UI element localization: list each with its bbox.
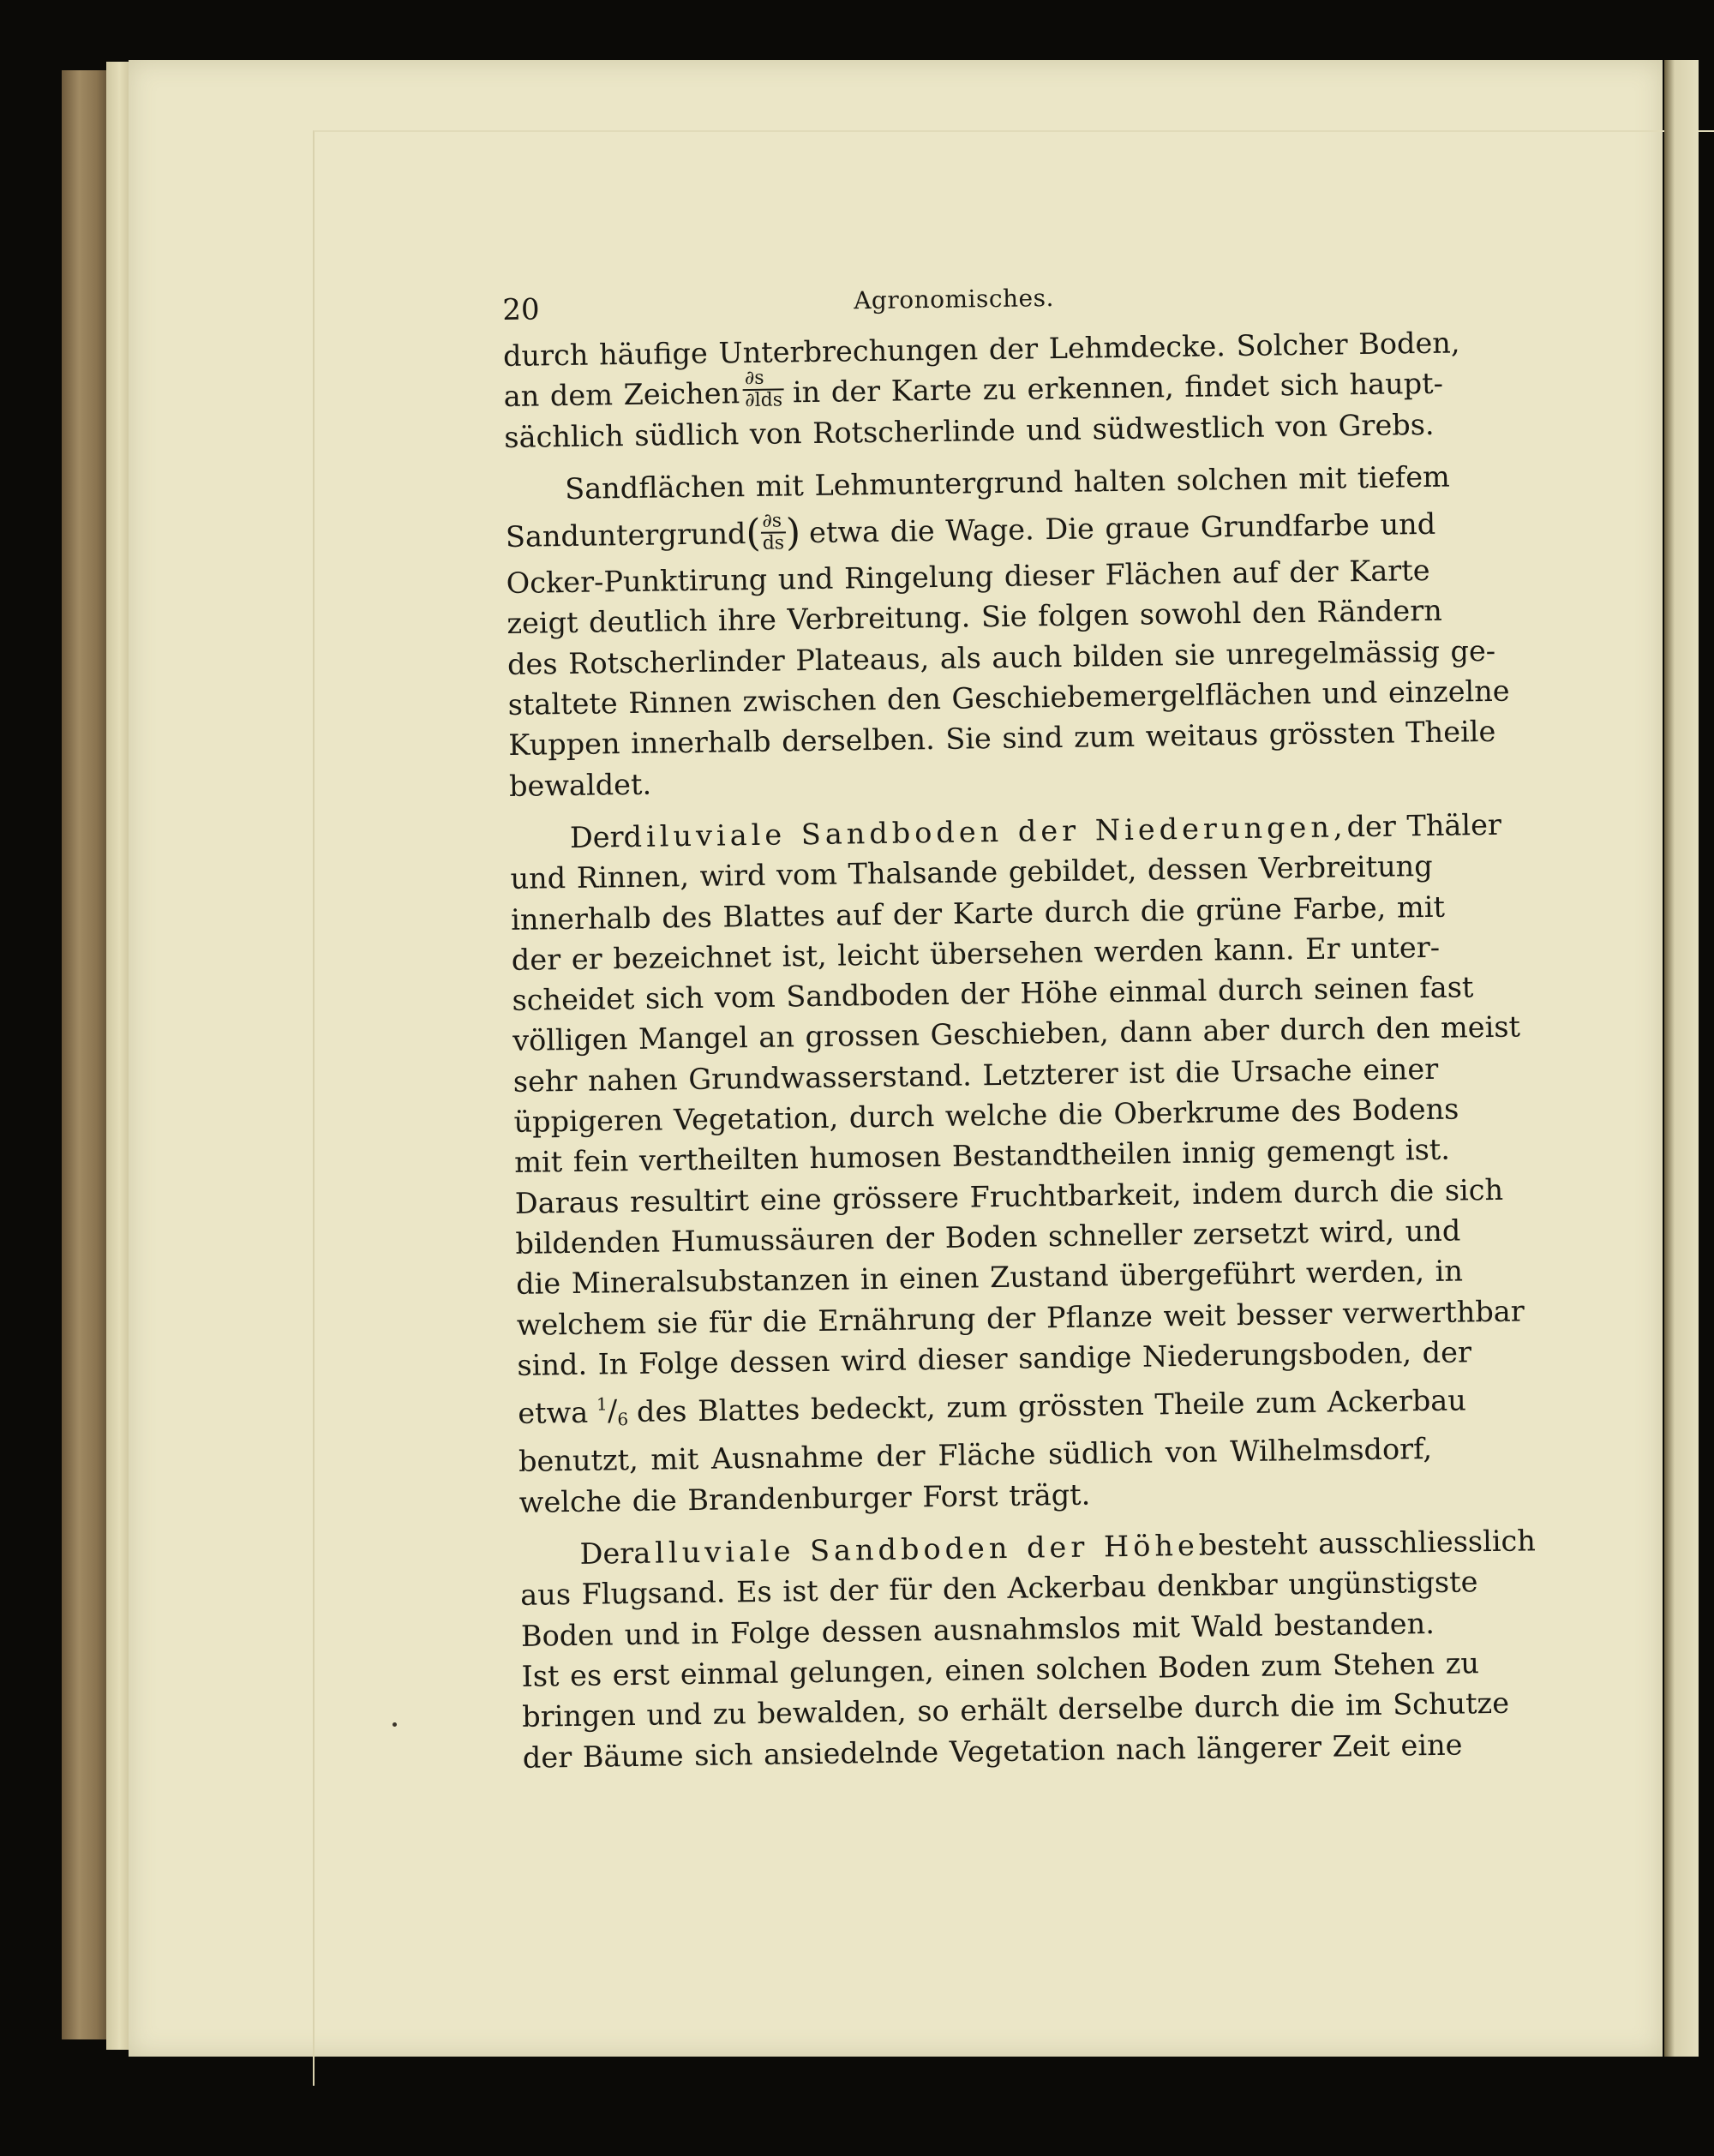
text-line: benutzt, mit Ausnahme der Fläche südlich von Wilhelmsdorf,: [518, 1432, 1433, 1479]
text-line: zeigt deutlich ihre Verbreitung. Sie folgen sowohl den Rändern: [506, 594, 1443, 641]
text-fragment: an dem Zeichen: [503, 376, 740, 414]
running-title: Agronomisches.: [853, 284, 1055, 315]
text-line: bildenden Humussäuren der Boden schneller zersetzt wird, und: [515, 1213, 1461, 1261]
text-fragment: in der Karte zu erkennen, findet sich haupt-: [792, 366, 1444, 410]
spaced-emphasis: alluviale Sandboden der Höhe: [633, 1528, 1200, 1571]
book-binding: [62, 70, 111, 2039]
text-fragment: Sanduntergrund: [505, 516, 746, 554]
text-line: staltete Rinnen zwischen den Geschiebemergelflächen und einzelne: [507, 674, 1510, 722]
open-paren-glyph: (: [746, 511, 761, 555]
text-line: innerhalb des Blattes auf der Karte durch die grüne Farbe, mit: [510, 889, 1446, 937]
text-line: und Rinnen, wird vom Thalsande gebildet, dessen Verbreitung: [510, 849, 1433, 896]
fraction-numerator: ∂s: [760, 512, 786, 534]
paragraph-2: [505, 457, 1510, 806]
paragraph-3: [510, 806, 1525, 1523]
text-line: Kuppen innerhalb derselben. Sie sind zum weitaus grössten Theile: [508, 715, 1496, 763]
text-fragment: der Thäler: [1346, 807, 1502, 844]
paper-speck: [393, 1722, 397, 1727]
text-line: aus Flugsand. Es ist der für den Ackerbau denkbar ungünstigste: [519, 1565, 1478, 1613]
fraction-denominator: ds: [762, 532, 785, 554]
text-line: Sandflächen mit Lehmuntergrund halten solchen mit tiefem: [564, 459, 1451, 506]
text-line: bringen und zu bewalden, so erhält derselbe durch die im Schutze: [521, 1686, 1510, 1734]
text-fragment: Der: [569, 820, 624, 854]
text-line: Boden und in Folge dessen ausnahmslos mit Wald bestanden.: [520, 1606, 1435, 1653]
text-line: der Bäume sich ansiedelnde Vegetation nach längerer Zeit eine: [522, 1728, 1463, 1775]
text-line: durch häufige Unterbrechungen der Lehmdecke. Solcher Boden,: [502, 326, 1460, 373]
text-line: der er bezeichnet ist, leicht übersehen werden kann. Er unter-: [511, 930, 1441, 977]
page-number: 20: [502, 292, 540, 327]
paragraph-4: [519, 1522, 1537, 1778]
text-line: sind. In Folge dessen wird dieser sandige Niederungsboden, der: [517, 1335, 1472, 1382]
text-fragment: des Blattes bedeckt, zum grössten Theile zum Ackerbau: [636, 1383, 1467, 1429]
text-line: sächlich südlich von Rotscherlinde und südwestlich von Grebs.: [504, 407, 1435, 454]
close-paren-glyph: ): [785, 510, 801, 554]
text-fragment: Der: [579, 1536, 634, 1571]
text-line: bewaldet.: [508, 767, 652, 803]
text-fragment: besteht ausschliesslich: [1198, 1524, 1537, 1562]
text-line: des Rotscherlinder Plateaus, als auch bilden sie unregelmässig ge-: [506, 633, 1496, 681]
fraction-numerator: ∂s: [743, 368, 784, 391]
text-line: die Mineralsubstanzen in einen Zustand übergeführt werden, in: [515, 1254, 1464, 1302]
one-sixth-fraction: $^1/_6$: [596, 1393, 629, 1430]
text-fragment: etwa: [518, 1395, 589, 1430]
text-line: völligen Mangel an grossen Geschieben, dann aber durch den meist: [512, 1009, 1521, 1058]
text-line: welchem sie für die Ernährung der Pflanze weit besser verwerthbar: [516, 1293, 1525, 1342]
text-line: Ocker-Punktirung und Ringelung dieser Flächen auf der Karte: [506, 554, 1430, 601]
text-fragment: etwa die Wage. Die graue Grundfarbe und: [808, 506, 1436, 549]
fraction-numerator: 1: [596, 1393, 608, 1415]
fraction-denominator: 6: [617, 1409, 629, 1430]
text-line: sehr nahen Grundwasserstand. Letzterer ist die Ursache einer: [512, 1051, 1439, 1099]
map-symbol-fraction: [760, 512, 786, 554]
cover-edge: [106, 62, 129, 2050]
text-line: üppigeren Vegetation, durch welche die Oberkrume des Bodens: [513, 1092, 1459, 1139]
text-line: welche die Brandenburger Forst trägt.: [518, 1477, 1091, 1519]
spaced-emphasis: diluviale Sandboden der Niederungen,: [623, 810, 1347, 854]
fraction-denominator: ∂lds: [745, 389, 783, 411]
text-line: Daraus resultirt eine grössere Fruchtbarkeit, indem durch die sich: [514, 1172, 1504, 1220]
text-line: mit fein vertheilten humosen Bestandtheilen innig gemengt ist.: [513, 1133, 1451, 1180]
page-text: [502, 278, 1537, 1778]
text-line: Ist es erst einmal gelungen, einen solchen Boden zum Stehen zu: [521, 1646, 1480, 1693]
facing-page-edge: [1664, 60, 1699, 2057]
paragraph-1: [502, 323, 1460, 458]
text-line: scheidet sich vom Sandboden der Höhe einmal durch seinen fast: [512, 970, 1474, 1018]
map-symbol-fraction: [743, 368, 784, 411]
